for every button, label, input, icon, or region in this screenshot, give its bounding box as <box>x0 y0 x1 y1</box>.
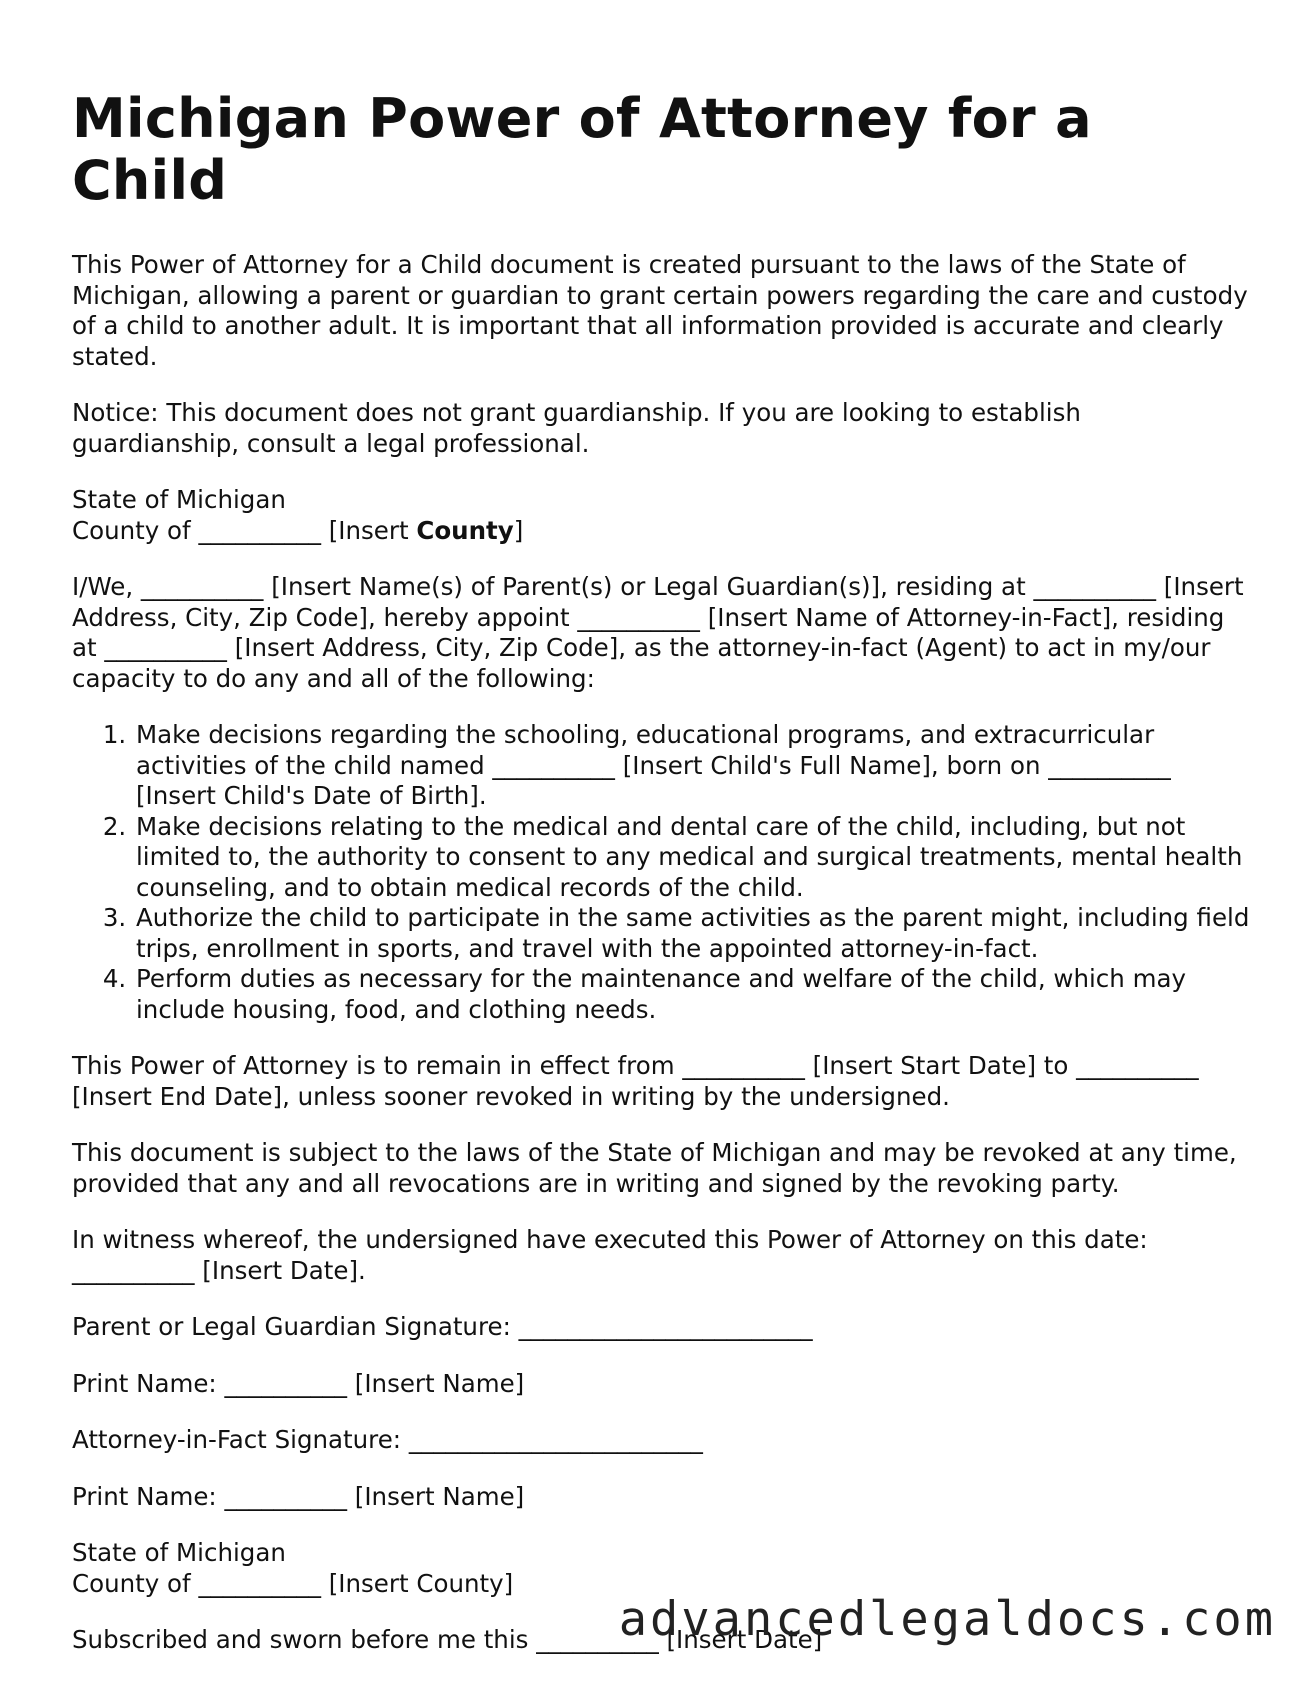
subscribed-line: Subscribed and sworn before me this __________ [Insert Date] <box>72 1625 823 1655</box>
notary-venue-state: State of Michigan <box>72 1538 286 1568</box>
document-page <box>72 88 1252 1682</box>
agent-signature-line: Attorney-in-Fact Signature: ________________________ <box>72 1425 703 1455</box>
venue-block <box>72 485 1252 546</box>
notary-venue-county: County of __________ [Insert County] <box>72 1568 514 1598</box>
venue-county-bold: County <box>416 515 514 545</box>
watermark-text: advancedlegaldocs.com <box>618 1592 1276 1647</box>
parent-print-name-line: Print Name: __________ [Insert Name] <box>72 1368 525 1398</box>
witness-paragraph: In witness whereof, the undersigned have executed this Power of Attorney on this date: __________ [Insert Date]. <box>72 1225 1148 1285</box>
venue-state: State of Michigan <box>72 485 286 515</box>
parent-signature-line: Parent or Legal Guardian Signature: ________________________ <box>72 1312 813 1342</box>
notary-venue-block <box>72 1538 1252 1599</box>
revocation-paragraph: This document is subject to the laws of the State of Michigan and may be revoked at any time, provided that any and all revocations are in writing and signed by the revoking party. <box>72 1138 1237 1198</box>
duration-paragraph: This Power of Attorney is to remain in effect from __________ [Insert Start Date] to __________ [Insert End Date], unless sooner revoked in writing by the undersigned. <box>72 1051 1199 1111</box>
agent-print-name-line: Print Name: __________ [Insert Name] <box>72 1481 525 1511</box>
document-title: Michigan Power of Attorney for a Child <box>72 87 1092 213</box>
power-item: 3. Authorize the child to participate in the same activities as the parent might, including field trips, enrollment in sports, and travel with the appointed attorney-in-fact. <box>134 903 1252 964</box>
power-item: 2. Make decisions relating to the medical and dental care of the child, including, but not limited to, the authority to consent to any medical and surgical treatments, mental health counseling, and to obtain medical records of the child. <box>134 812 1252 904</box>
powers-list <box>72 720 1252 1025</box>
power-item: 4. Perform duties as necessary for the maintenance and welfare of the child, which may include housing, food, and clothing needs. <box>134 964 1252 1025</box>
power-item: 1. Make decisions regarding the schooling, educational programs, and extracurricular activities of the child named __________ [Insert Child's Full Name], born on __________ [Insert Child's Date of Birth]. <box>134 720 1252 812</box>
venue-county-suffix: ] <box>513 515 524 545</box>
appointment-paragraph: I/We, __________ [Insert Name(s) of Parent(s) or Legal Guardian(s)], residing at __________ [Insert Address, City, Zip Code], hereby appoint __________ [Insert Name of Attorney-in-Fact], residing at __________ [Insert Address, City, Zip Code], as the attorney-in-fact (Agent) to act in my/our capacity to do any and all of the following: <box>72 572 1244 693</box>
venue-county-prefix: County of __________ [Insert <box>72 515 417 545</box>
intro-paragraph: This Power of Attorney for a Child document is created pursuant to the laws of the State of Michigan, allowing a parent or guardian to grant certain powers regarding the care and custody of a child to another adult. It is important that all information provided is accurate and clearly stated. <box>72 250 1248 371</box>
notice-paragraph: Notice: This document does not grant guardianship. If you are looking to establish guardianship, consult a legal professional. <box>72 398 1081 458</box>
